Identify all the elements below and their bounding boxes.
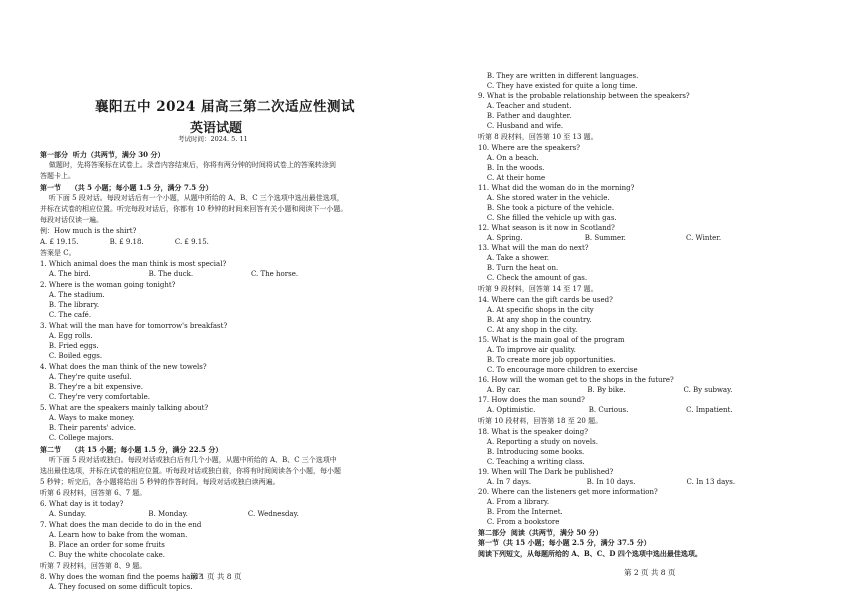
text-line: 答题卡上。 — [40, 172, 75, 180]
text-line: B. In the woods. — [478, 164, 545, 172]
text-line: 3. What will the man have for tomorrow's breakfast? — [40, 322, 228, 330]
text-line: 听第 9 段材料，回答第 14 至 17 题。 — [478, 285, 598, 293]
exam-title: 襄阳五中 2024 届高三第二次适应性测试 — [95, 99, 355, 115]
text-line: B. They're a bit expensive. — [40, 383, 143, 391]
text-line: A. Take a shower. — [478, 254, 549, 262]
text-line: C. Boiled eggs. — [40, 352, 103, 360]
text-line: 17. How does the man sound? — [478, 396, 585, 404]
text-line: 12. What season is it now in Scotland? — [478, 224, 615, 232]
text-line: A. By car. B. By bike. C. By subway. — [478, 386, 733, 394]
text-line: 13. What will the man do next? — [478, 244, 589, 252]
text-line: A. Egg rolls. — [40, 332, 93, 340]
text-line: 19. When will The Dark be published? — [478, 468, 614, 476]
text-line: B. The library. — [40, 301, 100, 309]
text-line: 听第 7 段材料，回答第 8、9 题。 — [40, 562, 147, 570]
text-line: 15. What is the main goal of the program — [478, 336, 625, 344]
text-line: 5. What are the speakers mainly talking about? — [40, 404, 209, 412]
text-line: 听第 8 段材料，回答第 10 至 13 题。 — [478, 133, 598, 141]
text-line: 4. What does the man think of the new towels? — [40, 363, 207, 371]
text-line: A. Reporting a study on novels. — [478, 438, 598, 446]
text-line: A. From a library. — [478, 498, 550, 506]
text-line: C. College majors. — [40, 434, 114, 442]
text-line: 18. What is the speaker doing? — [478, 428, 589, 436]
text-line: A. They focused on some difficult topics. — [40, 583, 193, 591]
text-line: C. She filled the vehicle up with gas. — [478, 214, 617, 222]
text-line: C. At any shop in the city. — [478, 326, 578, 334]
text-line: C. Teaching a writing class. — [478, 458, 585, 466]
text-line: A. At specific shops in the city — [478, 306, 594, 314]
text-line: B. Introducing some books. — [478, 448, 585, 456]
text-line: A. Spring. B. Summer. C. Winter. — [478, 234, 722, 242]
text-line: 听第 6 段材料，回答第 6、7 题。 — [40, 489, 147, 497]
exam-subtitle: 英语试题 — [190, 121, 243, 136]
text-line: B. Their parents' advice. — [40, 424, 136, 432]
text-line: 第一部分 听力（共两节，满分 30 分） — [40, 150, 165, 159]
text-line: C. At their home — [478, 174, 546, 182]
text-line: C. The café. — [40, 311, 92, 319]
text-line: 每段对话仅读一遍。 — [40, 216, 103, 224]
text-line: B. Fried eggs. — [40, 342, 99, 350]
text-line: A. To improve air quality. — [478, 346, 576, 354]
text-line: A. In 7 days. B. In 10 days. C. In 13 days. — [478, 478, 736, 486]
text-line: 9. What is the probable relationship between the speakers? — [478, 92, 690, 100]
text-line: A. On a beach. — [478, 154, 539, 162]
text-line: 第二部分 阅读（共两节，满分 50 分） — [478, 528, 603, 537]
text-line: A. She stored water in the vehicle. — [478, 194, 610, 202]
text-line: C. From a bookstore — [478, 518, 560, 526]
text-line: C. They're very comfortable. — [40, 393, 150, 401]
text-line: 10. Where are the speakers? — [478, 144, 580, 152]
text-line: 第二节 （共 15 小题；每小题 1.5 分，满分 22.5 分） — [40, 445, 223, 454]
text-line: C. They have existed for quite a long time. — [478, 82, 638, 90]
text-line: 选出最佳选项，并标在试卷的相应位置。听每段对话或独白前，你将有时间阅读各个小题，每小题 — [40, 467, 341, 475]
text-line: B. Turn the heat on. — [478, 264, 559, 272]
text-line: 阅读下列短文，从每题所给的 A、B、C、D 四个选项中选出最佳选项。 — [478, 549, 702, 558]
text-line: C. To encourage more children to exercise — [478, 366, 638, 374]
text-line: B. She took a picture of the vehicle. — [478, 204, 615, 212]
text-line: 2. Where is the woman going tonight? — [40, 281, 176, 289]
text-line: A. They're quite useful. — [40, 373, 132, 381]
text-line: A. £ 19.15. B. £ 9.18. C. £ 9.15. — [40, 238, 209, 246]
text-line: B. To create more job opportunities. — [478, 356, 616, 364]
text-line: 7. What does the man decide to do in the end — [40, 521, 202, 529]
text-line: 做题时，先将答案标在试卷上。录音内容结束后，你将有两分钟的时间将试卷上的答案转涂到 — [40, 161, 336, 169]
text-line: A. Ways to make money. — [40, 414, 135, 422]
text-line: B. Place an order for some fruits — [40, 541, 165, 549]
text-line: C. Husband and wife. — [478, 122, 564, 130]
text-line: 8. Why does the woman find the poems hard? — [40, 573, 203, 581]
text-line: A. Optimistic. B. Curious. C. Impatient. — [478, 406, 733, 414]
text-line: C. Check the amount of gas. — [478, 274, 588, 282]
text-line: 20. Where can the listeners get more information? — [478, 488, 658, 496]
text-line: B. From the Internet. — [478, 508, 563, 516]
text-line: 5 秒钟；听完后，各小题将给出 5 秒钟的作答时间。每段对话或独白读两遍。 — [40, 478, 280, 486]
text-line: 14. Where can the gift cards be used? — [478, 296, 613, 304]
text-line: 第一节（共 15 小题；每小题 2.5 分，满分 37.5 分） — [478, 538, 651, 547]
text-line: 1. Which animal does the man think is most special? — [40, 260, 227, 268]
text-line: 听下面 5 段对话或独白。每段对话或独白后有几个小题，从题中所给的 A、B、C 三个选项中 — [40, 456, 337, 464]
text-line: 听第 10 段材料，回答第 18 至 20 题。 — [478, 417, 603, 425]
text-line: A. Teacher and student. — [478, 102, 572, 110]
text-line: 听下面 5 段对话。每段对话后有一个小题，从题中所给的 A、B、C 三个选项中选出最佳选项， — [40, 194, 344, 202]
text-line: A. The bird. B. The duck. C. The horse. — [40, 270, 299, 278]
text-line: 第一节 （共 5 小题；每小题 1.5 分，满分 7.5 分） — [40, 183, 213, 192]
text-line: 例：How much is the shirt? — [40, 227, 137, 235]
page-footer-right: 第 2 页 共 8 页 — [624, 568, 676, 577]
text-line: 并标在试卷的相应位置。听完每段对话后，你都有 10 秒钟的时间来回答有关小题和阅读下一小题。 — [40, 205, 348, 213]
text-line: 6. What day is it today? — [40, 500, 124, 508]
page-footer-left: 第 1 页 共 8 页 — [190, 572, 242, 581]
text-line: 答案是 C。 — [40, 249, 76, 257]
text-line: A. The stadium. — [40, 291, 105, 299]
text-line: 11. What did the woman do in the morning? — [478, 184, 635, 192]
text-line: B. At any shop in the country. — [478, 316, 592, 324]
exam-time: 考试时间：2024. 5. 11 — [178, 135, 248, 143]
text-line: B. Father and daughter. — [478, 112, 572, 120]
text-line: A. Learn how to bake from the woman. — [40, 531, 188, 539]
text-line: 16. How will the woman get to the shops in the future? — [478, 376, 674, 384]
text-line: B. They are written in different languages. — [478, 72, 639, 80]
text-line: C. Buy the white chocolate cake. — [40, 551, 165, 559]
text-line: A. Sunday. B. Monday. C. Wednesday. — [40, 510, 299, 518]
